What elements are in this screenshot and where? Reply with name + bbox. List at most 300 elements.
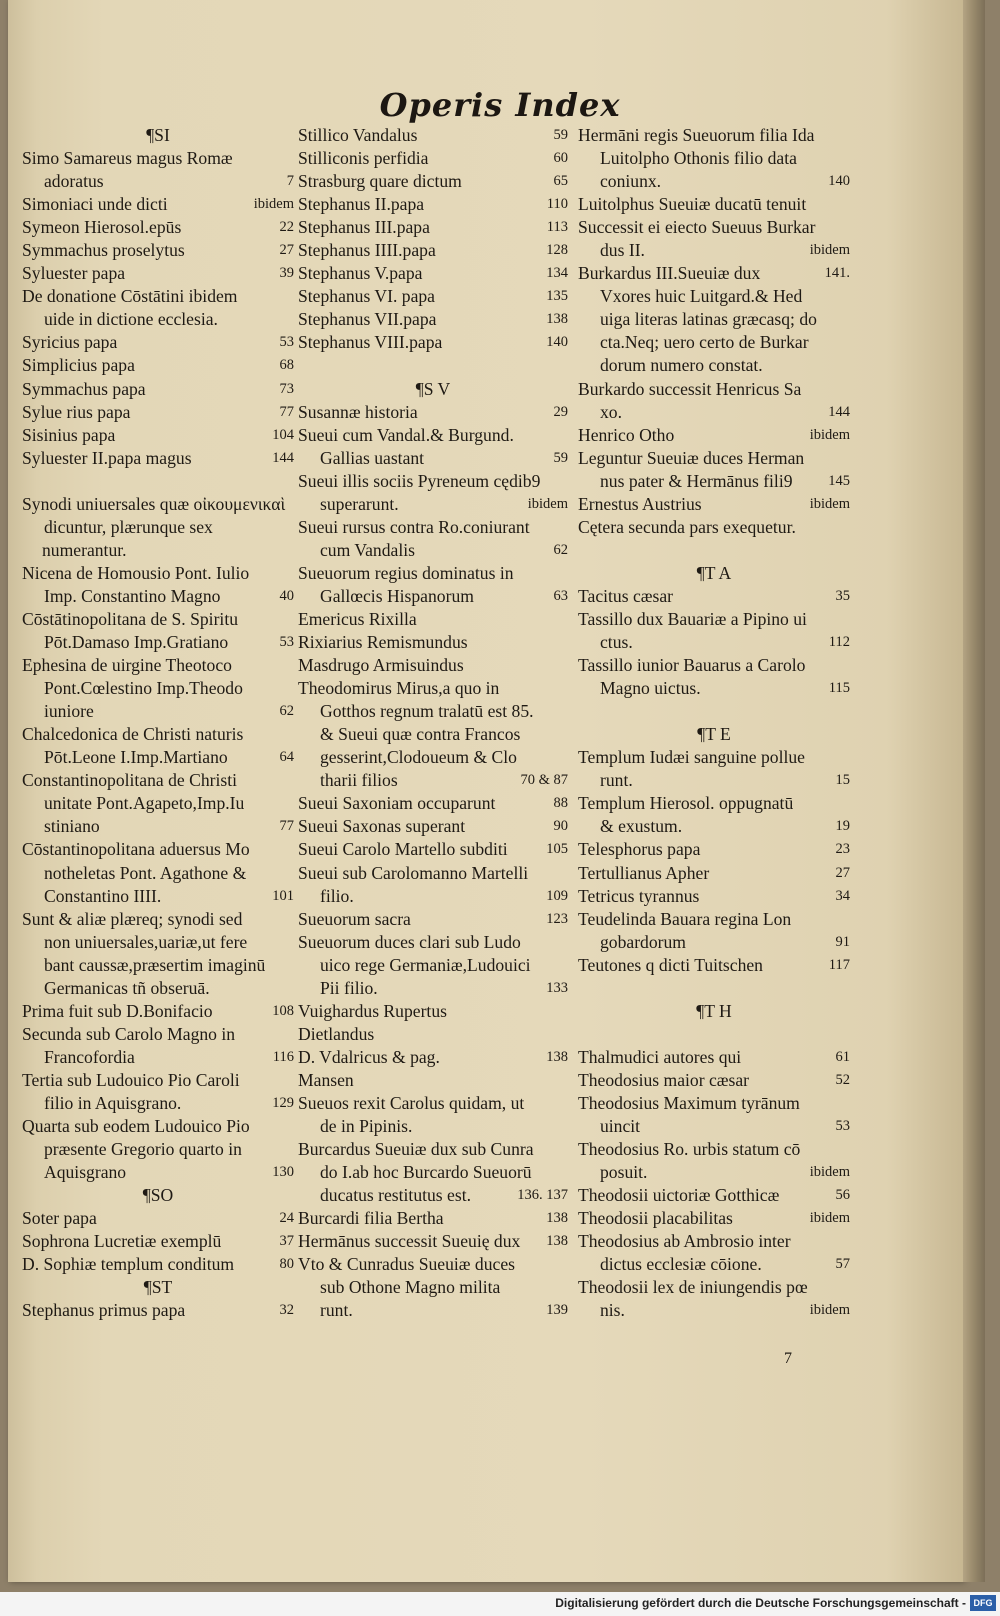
index-entry (298, 723, 568, 746)
entry-text: runt. (600, 770, 633, 791)
entry-text: Constantinopolitana de Christi (22, 770, 238, 791)
index-entry (298, 977, 568, 1000)
index-entry (578, 354, 850, 377)
index-entry (578, 378, 850, 401)
entry-text: Prima fuit sub D.Bonifacio (22, 1000, 213, 1021)
page-reference: 23 (835, 841, 850, 858)
entry-text: Thalmudici autores qui (578, 1046, 742, 1067)
entry-text: Pōt.Leone I.Imp.Martiano (44, 747, 228, 768)
index-entry (298, 815, 568, 838)
entry-text: Tertullianus Apher (578, 862, 710, 883)
dfg-logo: DFG (970, 1595, 996, 1611)
page-reference: 139 (546, 1302, 568, 1319)
index-entry (578, 677, 850, 700)
page-reference: ibidem (809, 1302, 850, 1319)
page-reference: 53 (279, 634, 294, 651)
entry-text: Sueui Saxoniam occuparunt (298, 793, 496, 814)
page-reference: 112 (828, 634, 850, 651)
page-reference: 117 (828, 956, 850, 973)
entry-text: Sueuorum regius dominatus in (298, 562, 514, 583)
page-reference: 77 (279, 403, 294, 420)
entry-text: bant caussæ,præsertim imaginū (44, 954, 266, 975)
page-reference: 113 (546, 219, 568, 236)
page-reference: 59 (553, 449, 568, 466)
index-entry (298, 424, 568, 447)
entry-text: Theodosii lex de iniungendis pœ (578, 1277, 808, 1298)
index-entry (22, 1207, 294, 1230)
index-entry (578, 1161, 850, 1184)
index-entry (22, 677, 294, 700)
page-title: Operis Index (379, 86, 621, 124)
index-entry (578, 1046, 850, 1069)
entry-text: gobardorum (600, 931, 686, 952)
index-entry (578, 931, 850, 954)
index-heading (22, 124, 294, 147)
index-entry (578, 1069, 850, 1092)
entry-text: Theodosius Maximum tyrānum (578, 1092, 800, 1113)
index-entry (578, 308, 850, 331)
page-reference: 140 (828, 173, 850, 190)
page-reference: 62 (279, 703, 294, 720)
entry-text: Vto & Cunradus Sueuiæ duces (298, 1254, 515, 1275)
index-entry (298, 862, 568, 885)
entry-text: cta.Neq; uero certo de Burkar (600, 332, 809, 353)
entry-text: Successit ei eiecto Sueuus Burkar (578, 217, 816, 238)
entry-text: Susannæ historia (298, 401, 418, 422)
index-entry (22, 769, 294, 792)
index-entry (22, 147, 294, 170)
entry-text: præsente Gregorio quarto in (44, 1139, 242, 1160)
entry-text: superarunt. (320, 493, 399, 514)
page-reference: ibidem (809, 242, 850, 259)
entry-text: Sueuos rexit Carolus quidam, ut (298, 1092, 525, 1113)
index-heading (578, 1000, 850, 1023)
entry-text: Pii filio. (320, 977, 378, 998)
index-entry (578, 1230, 850, 1253)
index-entry (298, 931, 568, 954)
index-entry (578, 654, 850, 677)
entry-text: uiga literas latinas græcasq; do (600, 309, 817, 330)
entry-text: Theodosius ab Ambrosio inter (578, 1231, 791, 1252)
page-reference: 52 (835, 1071, 850, 1088)
entry-text: Sunt & aliæ plæreq; synodi sed (22, 908, 243, 929)
index-entry (298, 1023, 568, 1046)
index-entry (298, 147, 568, 170)
entry-text: Sueui sub Carolomanno Martelli (298, 862, 529, 883)
index-entry (298, 1230, 568, 1253)
entry-text: tharii filios (320, 770, 398, 791)
page-reference: 32 (279, 1302, 294, 1319)
entry-text: Gotthos regnum tralatū est 85. (320, 701, 534, 722)
index-entry (298, 677, 568, 700)
entry-text: ¶T A (696, 562, 732, 583)
entry-text: Sueui illis sociis Pyreneum cędib9 (298, 470, 541, 491)
entry-text: Nicena de Homousio Pont. Iulio (22, 562, 250, 583)
index-entry (298, 1161, 568, 1184)
index-heading (22, 1184, 294, 1207)
entry-text: Theodosius maior cæsar (578, 1069, 750, 1090)
page-reference: 105 (546, 841, 568, 858)
index-entry (22, 1299, 294, 1322)
index-entry (22, 977, 294, 1000)
folio-number: 7 (784, 1350, 792, 1367)
index-entry (298, 1069, 568, 1092)
entry-text: Templum Iudæi sanguine pollue (578, 747, 805, 768)
entry-text: Aquisgrano (44, 1162, 127, 1183)
index-entry (298, 1138, 568, 1161)
entry-text: stiniano (44, 816, 100, 837)
index-entry (22, 1115, 294, 1138)
page-reference: 73 (279, 380, 294, 397)
index-entry (578, 977, 850, 1000)
index-entry (22, 1046, 294, 1069)
index-entry (578, 470, 850, 493)
index-entry (22, 1092, 294, 1115)
entry-text: Cętera secunda pars exequetur. (578, 516, 796, 537)
index-entry (578, 239, 850, 262)
page-reference: 90 (553, 818, 568, 835)
index-entry (298, 308, 568, 331)
page-reference: 128 (546, 242, 568, 259)
entry-text: Mansen (298, 1069, 354, 1090)
entry-text: filio in Aquisgrano. (44, 1092, 182, 1113)
index-entry (298, 193, 568, 216)
page-reference: 60 (553, 150, 568, 167)
entry-text: Symmachus proselytus (22, 240, 185, 261)
page-reference: 59 (553, 127, 568, 143)
page-reference: 140 (546, 334, 568, 351)
index-entry (22, 1161, 294, 1184)
entry-text: Secunda sub Carolo Magno in (22, 1023, 236, 1044)
entry-text: Pont.Cœlestino Imp.Theodo (44, 678, 243, 699)
entry-text: Simoniaci unde dicti (22, 194, 168, 215)
entry-text: uide in dictione ecclesia. (44, 309, 218, 330)
entry-text: Synodi uniuersales quæ οἰκουμενικαὶ (22, 493, 286, 514)
entry-text: De donatione Cōstātini ibidem (22, 286, 238, 307)
index-entry (298, 1253, 568, 1276)
index-entry (298, 516, 568, 539)
entry-text: Symeon Hierosol.epūs (22, 217, 182, 238)
entry-text: ¶ST (143, 1277, 173, 1298)
index-entry (298, 285, 568, 308)
index-entry (578, 1207, 850, 1230)
page-reference: 80 (279, 1256, 294, 1273)
entry-text: Simplicius papa (22, 355, 135, 376)
index-entry (298, 1046, 568, 1069)
entry-text: Francofordia (44, 1046, 135, 1067)
entry-text: Tetricus tyrannus (578, 885, 700, 906)
entry-text: Dietlandus (298, 1023, 375, 1044)
entry-text: Sueui Carolo Martello subditi (298, 839, 508, 860)
page-reference: 53 (835, 1118, 850, 1135)
index-entry (298, 216, 568, 239)
entry-text: dus II. (600, 240, 645, 261)
index-entry (298, 1184, 568, 1207)
entry-text: Stephanus primus papa (22, 1300, 186, 1321)
page-reference: 57 (835, 1256, 850, 1273)
entry-text: Sueuorum sacra (298, 908, 411, 929)
index-entry (578, 769, 850, 792)
page-reference: 61 (835, 1048, 850, 1065)
entry-text: Stephanus V.papa (298, 263, 423, 284)
page-reference: 130 (272, 1164, 294, 1181)
entry-text: & exustum. (600, 816, 683, 837)
entry-text: Hermāni regis Sueuorum filia Ida (578, 125, 815, 145)
entry-text: Sueui Saxonas superant (298, 816, 466, 837)
page-reference: 141. (824, 265, 850, 282)
index-entry (298, 539, 568, 562)
index-entry (22, 631, 294, 654)
index-entry (298, 470, 568, 493)
index-entry (22, 908, 294, 931)
index-entry (22, 239, 294, 262)
index-entry (298, 654, 568, 677)
index-heading (578, 723, 850, 746)
entry-text: Syluester II.papa magus (22, 447, 192, 468)
page-reference: 129 (272, 1094, 294, 1111)
index-entry (578, 838, 850, 861)
index-entry (22, 862, 294, 885)
page-reference: 70 & 87 (520, 772, 568, 789)
entry-text: Stephanus VIII.papa (298, 332, 443, 353)
entry-text: Tassillo dux Bauariæ a Pipino ui (578, 608, 807, 629)
index-entry (298, 1000, 568, 1023)
entry-text: Syricius papa (22, 332, 118, 353)
index-entry (22, 792, 294, 815)
index-entry (298, 700, 568, 723)
entry-text: uincit (600, 1116, 641, 1137)
index-entry (22, 746, 294, 769)
entry-text: Gallœcis Hispanorum (320, 585, 474, 606)
entry-text: Burkardus III.Sueuiæ dux (578, 263, 761, 284)
entry-text: & Sueui quæ contra Francos (320, 724, 521, 745)
entry-text: ctus. (600, 632, 633, 653)
entry-text: coniunx. (600, 171, 662, 192)
page-reference: ibidem (809, 1164, 850, 1181)
index-entry (298, 885, 568, 908)
index-entry (578, 585, 850, 608)
index-entry (578, 815, 850, 838)
entry-text: Tertia sub Ludouico Pio Caroli (22, 1069, 240, 1090)
page-reference: 7 (286, 173, 294, 190)
page-reference: 123 (546, 910, 568, 927)
index-entry (298, 1092, 568, 1115)
entry-text: Cōstantinopolitana aduersus Mo (22, 839, 250, 860)
index-entry (578, 539, 850, 562)
index-entry (578, 1184, 850, 1207)
index-entry (298, 631, 568, 654)
page-reference: ibidem (809, 495, 850, 512)
entry-text: Teudelinda Bauara regina Lon (578, 908, 792, 929)
index-entry (578, 216, 850, 239)
index-entry (22, 885, 294, 908)
index-entry (578, 954, 850, 977)
index-entry (22, 285, 294, 308)
index-entry (298, 1207, 568, 1230)
entry-text: Vxores huic Luitgard.& Hed (600, 286, 803, 307)
index-entry (578, 424, 850, 447)
entry-text: Ephesina de uirgine Theotoco (22, 655, 232, 676)
index-entry (578, 885, 850, 908)
index-entry (578, 1138, 850, 1161)
entry-text: gesserint,Clodoueum & Clo (320, 747, 517, 768)
entry-text: xo. (600, 401, 622, 422)
page-reference: 138 (546, 1048, 568, 1065)
index-entry (578, 193, 850, 216)
index-entry (298, 608, 568, 631)
index-entry (298, 262, 568, 285)
entry-text: Sisinius papa (22, 424, 116, 445)
index-entry (22, 1000, 294, 1023)
index-heading (298, 378, 568, 401)
index-entry (22, 447, 294, 470)
index-entry (578, 1253, 850, 1276)
index-entry (298, 401, 568, 424)
index-column-2 (298, 124, 568, 1322)
page-reference: 116 (272, 1048, 294, 1065)
index-entry (22, 654, 294, 677)
index-heading (22, 1276, 294, 1299)
page-reference: 39 (279, 265, 294, 282)
index-entry (22, 585, 294, 608)
entry-text: dicuntur, plærunque sex (44, 516, 213, 537)
page-reference: 88 (553, 795, 568, 812)
index-entry (22, 308, 294, 331)
entry-text: Gallias uastant (320, 447, 425, 468)
entry-text: Tassillo iunior Bauarus a Carolo (578, 655, 806, 676)
entry-text: Pōt.Damaso Imp.Gratiano (44, 632, 229, 653)
entry-text: adoratus (44, 171, 104, 192)
page-reference: 104 (272, 426, 294, 443)
entry-text: non uniuersales,uariæ,ut fere (44, 931, 248, 952)
page-reference: 101 (272, 887, 294, 904)
entry-text: dorum numero constat. (600, 355, 763, 376)
entry-text: Sueui cum Vandal.& Burgund. (298, 424, 514, 445)
page-reference: ibidem (253, 196, 294, 213)
index-entry (22, 216, 294, 239)
index-entry (22, 1138, 294, 1161)
index-entry (298, 1115, 568, 1138)
entry-text: runt. (320, 1300, 353, 1321)
index-entry (22, 170, 294, 193)
index-entry (22, 1253, 294, 1276)
index-entry (22, 331, 294, 354)
entry-text: Teutones q dicti Tuitschen (578, 954, 763, 975)
index-entry (22, 470, 294, 493)
page-reference: 19 (835, 818, 850, 835)
index-entry (22, 424, 294, 447)
index-entry (578, 493, 850, 516)
index-entry (578, 262, 850, 285)
entry-text: Stilliconis perfidia (298, 148, 429, 169)
entry-text: posuit. (600, 1162, 648, 1183)
page-reference: 110 (546, 196, 568, 213)
index-entry (578, 331, 850, 354)
index-entry (578, 631, 850, 654)
page-reference: 68 (279, 357, 294, 374)
entry-text: Sueuorum duces clari sub Ludo (298, 931, 521, 952)
page-reference: 65 (553, 173, 568, 190)
entry-text: Theodomirus Mirus,a quo in (298, 678, 500, 699)
page-reference: 91 (835, 933, 850, 950)
index-entry (298, 746, 568, 769)
entry-text: Luitolpho Othonis filio data (600, 148, 797, 169)
index-entry (298, 124, 568, 147)
entry-text: filio. (320, 885, 354, 906)
entry-text: Constantino IIII. (44, 885, 162, 906)
index-entry (22, 838, 294, 861)
page-reference: 27 (835, 864, 850, 881)
index-entry (22, 1069, 294, 1092)
footer-credit: Digitalisierung gefördert durch die Deutsche Forschungsgemeinschaft - (555, 1596, 966, 1610)
index-entry (298, 792, 568, 815)
index-entry (578, 792, 850, 815)
entry-text: Telesphorus papa (578, 839, 701, 860)
index-entry (578, 1299, 850, 1322)
index-entry (298, 1299, 568, 1322)
index-entry (578, 124, 850, 147)
index-entry (298, 239, 568, 262)
entry-text: ¶T H (696, 1000, 732, 1021)
index-entry (298, 331, 568, 354)
entry-text: D. Vdalricus & pag. (298, 1046, 440, 1067)
entry-text: Luitolphus Sueuiæ ducatū tenuit (578, 194, 807, 215)
index-entry (578, 401, 850, 424)
index-entry (578, 147, 850, 170)
page-reference: ibidem (527, 495, 568, 512)
entry-text: nus pater & Hermānus fili9 (600, 470, 793, 491)
index-entry (22, 516, 294, 539)
entry-text: Theodosii uictoriæ Gotthicæ (578, 1185, 780, 1206)
index-entry (22, 931, 294, 954)
page-reference: 53 (279, 334, 294, 351)
page-reference: 138 (546, 1210, 568, 1227)
index-entry (298, 908, 568, 931)
entry-text: Stephanus IIII.papa (298, 240, 436, 261)
index-entry (578, 516, 850, 539)
index-entry (22, 700, 294, 723)
index-entry (298, 493, 568, 516)
page-reference: 138 (546, 1233, 568, 1250)
entry-text: Burkardo successit Henricus Sa (578, 378, 802, 399)
entry-text: Stephanus II.papa (298, 194, 425, 215)
index-column-3 (578, 124, 850, 1322)
index-entry (22, 193, 294, 216)
index-entry (22, 401, 294, 424)
entry-text: Theodosius Ro. urbis statum cō (578, 1139, 801, 1160)
index-entry (298, 562, 568, 585)
entry-text: ducatus restitutus est. (320, 1185, 471, 1206)
entry-text: Stephanus III.papa (298, 217, 430, 238)
page-reference: 135 (546, 288, 568, 305)
index-entry (578, 608, 850, 631)
entry-text: Vuighardus Rupertus (298, 1000, 447, 1021)
index-entry (22, 262, 294, 285)
index-entry (578, 1276, 850, 1299)
index-entry (22, 1230, 294, 1253)
index-entry (22, 354, 294, 377)
page-reference: 22 (279, 219, 294, 236)
index-entry (578, 700, 850, 723)
entry-text: nis. (600, 1300, 625, 1321)
entry-text: Syluester papa (22, 263, 126, 284)
entry-text: Magno uictus. (600, 678, 701, 699)
page-reference: 24 (279, 1210, 294, 1227)
footer-bar (0, 1592, 1000, 1616)
entry-text: notheletas Pont. Agathone & (44, 862, 247, 883)
page-reference: ibidem (809, 1210, 850, 1227)
page-reference: 109 (546, 887, 568, 904)
